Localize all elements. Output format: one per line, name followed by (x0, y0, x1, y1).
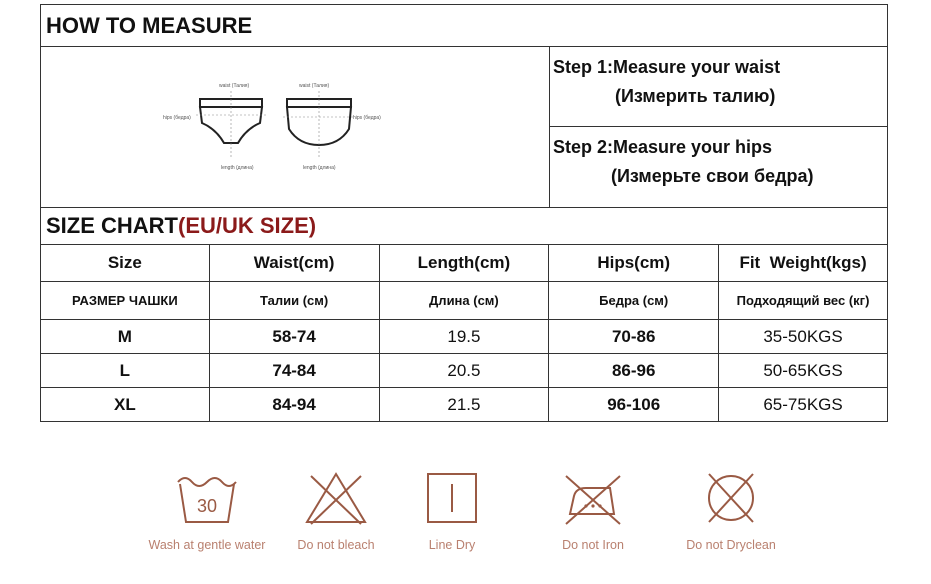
wash-30-icon (174, 470, 240, 526)
step-1-text-ru: (Измерить талию) (615, 86, 776, 106)
length-cell: 20.5 (379, 354, 549, 388)
table-row (41, 354, 888, 388)
size-cell: XL (41, 388, 210, 422)
weight-cell: 65-75KGS (719, 388, 888, 422)
front-hips-label: hips (бедра) (163, 115, 191, 121)
header-fit-weight-ru: Подходящий вес (кг) (719, 282, 888, 320)
header-fit-weight: Fit Weight(kgs) (719, 245, 888, 282)
size-chart-title: SIZE CHART (46, 213, 178, 238)
hips-cell: 96-106 (549, 388, 719, 422)
header-waist: Waist(cm) (209, 245, 379, 282)
table-row (41, 388, 888, 422)
size-guide (40, 4, 888, 424)
step-1-text: Step 1:Measure your waist (553, 57, 781, 77)
care-label-bleach: Do not bleach (297, 538, 375, 552)
weight-cell: 50-65KGS (719, 354, 888, 388)
table-header-row (41, 245, 888, 282)
care-dry (372, 470, 532, 552)
front-length-label: length (длина) (221, 165, 254, 171)
step-2-cell (549, 126, 888, 208)
line-dry-icon (424, 470, 480, 526)
waist-cell: 84-94 (209, 388, 379, 422)
header-waist-ru: Талии (см) (209, 282, 379, 320)
briefs-back-diagram (283, 89, 355, 161)
waist-cell: 74-84 (209, 354, 379, 388)
length-cell: 21.5 (379, 388, 549, 422)
size-table (40, 244, 888, 422)
back-length-label: length (длина) (303, 165, 336, 171)
no-bleach-icon (303, 470, 369, 526)
waist-cell: 58-74 (209, 320, 379, 354)
weight-cell: 35-50KGS (719, 320, 888, 354)
step-2-text-ru: (Измерьте свои бедра) (611, 166, 814, 186)
size-chart-title-accent: (EU/UK SIZE) (178, 213, 317, 238)
table-header-row-ru (41, 282, 888, 320)
care-label-dryclean: Do not Dryclean (686, 538, 776, 552)
length-cell: 19.5 (379, 320, 549, 354)
care-dryclean (651, 470, 811, 552)
briefs-front-diagram (196, 89, 266, 161)
step-1-cell (549, 46, 888, 127)
care-label-wash: Wash at gentle water (148, 538, 266, 552)
back-waist-label: waist (Талия) (299, 83, 330, 89)
how-to-measure-header (40, 4, 888, 47)
no-dryclean-icon (701, 470, 761, 526)
hips-cell: 70-86 (549, 320, 719, 354)
back-hips-label: hips (бедра) (353, 115, 381, 121)
front-waist-label: waist (Талия) (219, 83, 250, 89)
header-hips: Hips(cm) (549, 245, 719, 282)
hips-cell: 86-96 (549, 354, 719, 388)
header-hips-ru: Бедра (см) (549, 282, 719, 320)
size-chart-header (40, 207, 888, 245)
measure-diagram-panel (40, 46, 550, 208)
care-iron (513, 470, 673, 552)
header-size: Size (41, 245, 210, 282)
care-label-dry: Line Dry (428, 538, 476, 552)
wash-temperature: 30 (196, 496, 218, 516)
table-row (41, 320, 888, 354)
header-length-ru: Длина (см) (379, 282, 549, 320)
size-cell: M (41, 320, 210, 354)
header-length: Length(cm) (379, 245, 549, 282)
size-cell: L (41, 354, 210, 388)
header-size-ru: РАЗМЕР ЧАШКИ (41, 282, 210, 320)
how-to-measure-title: HOW TO MEASURE (46, 12, 253, 38)
step-2-text: Step 2:Measure your hips (553, 137, 773, 157)
care-label-iron: Do not Iron (562, 538, 624, 552)
no-iron-icon (560, 470, 626, 526)
